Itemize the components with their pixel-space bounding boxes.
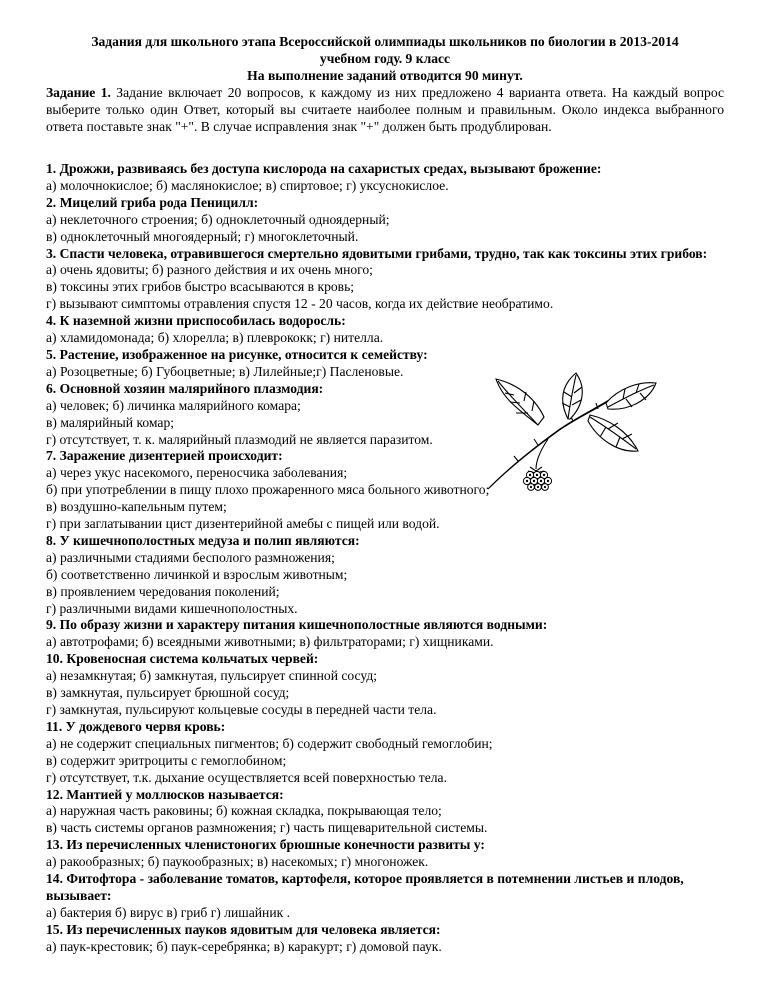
answer-option-line: в) воздушно-капельным путем; (46, 499, 227, 515)
answer-option-line: а) различными стадиями бесполого размножения; (46, 549, 335, 565)
question-12: 12. Мантией у моллюсков называется: (46, 786, 284, 802)
answer-option-line: а) паук-крестовик; б) паук-серебрянка; в) каракурт; г) домовой паук. (46, 938, 442, 954)
answer-option-line: а) бактерия б) вирус в) гриб г) лишайник . (46, 904, 291, 920)
answer-option-line: а) неклеточного строения; б) одноклеточный одноядерный; (46, 211, 390, 227)
question-11: 11. У дождевого червя кровь: (46, 718, 226, 734)
question-2: 2. Мицелий гриба рода Пеницилл: (46, 194, 259, 210)
answer-option-line: а) хламидомонада; б) хлорелла; в) плеврококк; г) нителла. (46, 330, 384, 346)
question-8: 8. У кишечнополостных медуза и полип являются: (46, 532, 360, 548)
task-intro (46, 85, 724, 136)
answer-option-line: в) замкнутая, пульсирует брюшной сосуд; (46, 685, 290, 701)
answer-option-line: а) наружная часть раковины; б) кожная складка, покрывающая тело; (46, 803, 442, 819)
header-line-1: Задания для школьного этапа Всероссийской олимпиады школьников по биологии в 2013-2014 (91, 34, 679, 49)
answer-option-line: а) очень ядовиты; б) разного действия и их очень много; (46, 262, 373, 278)
answer-option-line: а) человек; б) личинка малярийного комара; (46, 397, 301, 413)
question-5: 5. Растение, изображенное на рисунке, относится к семейству: (46, 346, 428, 362)
answer-option-line: г) отсутствует, т.к. дыхание осуществляется всей поверхностью тела. (46, 769, 447, 785)
answer-option-line: в) часть системы органов размножения; г) часть пищеварительной системы. (46, 820, 488, 836)
answer-option-line: в) содержит эритроциты с гемоглобином; (46, 752, 287, 768)
answer-option-line: г) при заглатывании цист дизентерийной амебы с пищей или водой. (46, 516, 440, 532)
question-9: 9. По образу жизни и характеру питания кишечнополостные являются водными: (46, 617, 548, 633)
answer-option-line: а) ракообразных; б) паукообразных; в) насекомых; г) многоножек. (46, 854, 429, 870)
answer-option-line: а) не содержит специальных пигментов; б) содержит свободный гемоглобин; (46, 735, 493, 751)
answer-option-line: г) отсутствует, т. к. малярийный плазмодий не является паразитом. (46, 431, 433, 447)
answer-option-line: б) соответственно личинкой и взрослым животным; (46, 566, 348, 582)
answer-option-line: в) одноклеточный многоядерный; г) многоклеточный. (46, 228, 359, 244)
answer-option-line: в) малярийный комар; (46, 414, 175, 430)
header-line-2: учебном году. 9 класс (319, 50, 451, 66)
question-7: 7. Заражение дизентерией происходит: (46, 448, 283, 464)
answer-option-line: а) через укус насекомого, переносчика заболевания; (46, 465, 348, 481)
raspberry-plant-illustration (478, 369, 660, 491)
header-line-3: На выполнение заданий отводится 90 минут. (247, 67, 523, 83)
task-instructions: Задание включает 20 вопросов, к каждому из них предложено 4 варианта ответа. На каждый вопрос выберите только один Ответ, который вы считаете наиболее полным и правильным. Около индекса выбранного ответа поставьте знак "+". В случае исправления знак "+" должен быть продублирован. (46, 85, 724, 134)
question-list (46, 161, 730, 956)
question-15: 15. Из перечисленных пауков ядовитым для человека является: (46, 921, 441, 937)
answer-option-line: г) вызывают симптомы отравления спустя 12 - 20 часов, когда их действие необратимо. (46, 296, 554, 312)
answer-option-line: б) при употреблении в пищу плохо прожаренного мяса больного животного; (46, 482, 490, 498)
question-10: 10. Кровеносная система кольчатых червей: (46, 651, 319, 667)
answer-option-line: г) замкнутая, пульсируют кольцевые сосуды в передней части тела. (46, 702, 437, 717)
answer-option-line: в) проявлением чередования поколений; (46, 583, 280, 599)
answer-option-line: г) различными видами кишечнополостных. (46, 600, 298, 616)
answer-option-line: а) Розоцветные; б) Губоцветные; в) Лилейные;г) Пасленовые. (46, 363, 404, 379)
question-14: 14. Фитофтора - заболевание томатов, картофеля, которое проявляется в потемнении листьев и плодов, вызывает: (46, 871, 684, 903)
document-header (40, 34, 730, 85)
question-4: 4. К наземной жизни приспособилась водоросль: (46, 313, 346, 329)
answer-option-line: а) автотрофами; б) всеядными животными; в) фильтраторами; г) хищниками. (46, 634, 494, 650)
question-13: 13. Из перечисленных членистоногих брюшные конечности развиты у: (46, 837, 485, 853)
question-3: 3. Спасти человека, отравившегося смертельно ядовитыми грибами, трудно, так как токсины этих грибов: (46, 245, 708, 261)
answer-option-line: а) незамкнутая; б) замкнутая, пульсирует спинной сосуд; (46, 668, 378, 684)
task-label: Задание 1. (46, 85, 111, 100)
answer-option-line: в) токсины этих грибов быстро всасываются в кровь; (46, 279, 355, 295)
question-6: 6. Основной хозяин малярийного плазмодия: (46, 380, 324, 396)
question-1: 1. Дрожжи, развиваясь без доступа кислорода на сахаристых средах, вызывают брожение: (46, 161, 602, 176)
answer-option-line: а) молочнокислое; б) маслянокислое; в) спиртовое; г) уксуснокислое. (46, 177, 449, 193)
